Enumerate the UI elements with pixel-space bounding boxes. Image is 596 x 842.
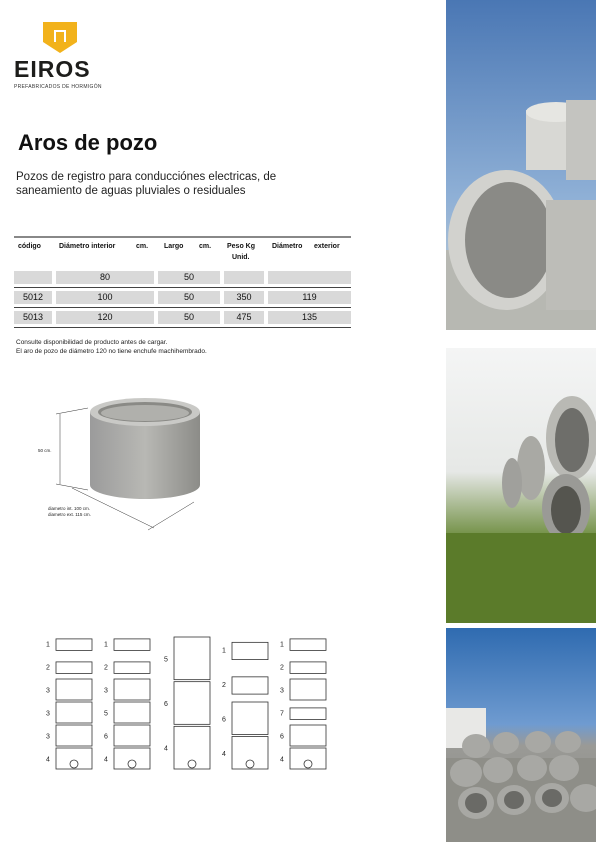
diagram-segment: [232, 702, 268, 735]
col-largo: Largo: [164, 243, 184, 250]
manhole-diagram: [104, 639, 150, 769]
cell-codigo: 5013: [14, 311, 52, 324]
diagram-segment: [290, 748, 326, 769]
diagram-label: 4: [164, 745, 168, 753]
diagram-segment: [174, 682, 210, 725]
diagram-label: 3: [280, 687, 284, 695]
diagram-label: 7: [280, 710, 284, 718]
diagram-label: 1: [280, 641, 284, 649]
col-unid: Unid.: [232, 254, 250, 261]
manhole-diagram: [164, 637, 210, 769]
diagram-label: 2: [46, 664, 50, 672]
photo-pipe-yard: [446, 628, 596, 842]
diagram-label: 1: [46, 641, 50, 649]
diagram-label: 6: [280, 733, 284, 741]
diagram-segment: [290, 679, 326, 700]
diagram-label: 4: [104, 756, 108, 764]
manhole-diagram: [222, 642, 268, 769]
cell-codigo: 5012: [14, 291, 52, 304]
diagram-segment: [56, 702, 92, 723]
cell-diam-ext: 119: [268, 291, 351, 304]
diagram-label: 2: [104, 664, 108, 672]
col-diam-ext: Diámetro: [272, 243, 303, 250]
cell-peso: 350: [224, 291, 264, 304]
diagram-segment: [232, 642, 268, 659]
cell-diam-int: 100: [56, 291, 154, 304]
diagram-segment: [56, 725, 92, 746]
ring-figure: [28, 390, 208, 545]
outlet-pipe: [304, 760, 312, 768]
cell-codigo: [14, 271, 52, 284]
cell-largo: 50: [158, 311, 220, 324]
diagram-segment: [290, 662, 326, 674]
diagram-segment: [56, 679, 92, 700]
diagram-label: 1: [222, 647, 226, 655]
diagram-segment: [114, 725, 150, 746]
table-row: [14, 291, 351, 308]
product-table: [14, 236, 351, 328]
diagram-segment: [114, 662, 150, 674]
diagram-label: 6: [222, 716, 226, 724]
diagram-segment: [232, 677, 268, 694]
diagram-segment: [290, 725, 326, 746]
diagram-segment: [56, 662, 92, 674]
cell-largo: 50: [158, 271, 220, 284]
outlet-pipe: [188, 760, 196, 768]
table-row: [14, 311, 351, 328]
page-subtitle: Pozos de registro para conducciónes electricas, de saneamiento de aguas pluviales o residuales: [16, 171, 277, 197]
outlet-pipe: [70, 760, 78, 768]
diagram-label: 3: [46, 733, 50, 741]
cell-peso: 475: [224, 311, 264, 324]
diam-ext-label: diametro ext. 115 cm.: [48, 512, 91, 517]
page-title: Aros de pozo: [18, 130, 158, 155]
col-diam-int: Diámetro interior: [59, 243, 116, 250]
diagram-segment: [114, 702, 150, 723]
photo-concrete-rings: [446, 0, 596, 330]
outlet-pipe: [246, 760, 254, 768]
diam-int-label: diametro int. 100 cm.: [48, 506, 91, 511]
diagram-segment: [174, 726, 210, 769]
concrete-ring-illustration: [28, 390, 208, 540]
diagram-segment: [174, 637, 210, 680]
diagram-label: 4: [46, 756, 50, 764]
diagram-label: 2: [280, 664, 284, 672]
diagram-label: 2: [222, 681, 226, 689]
diagram-label: 3: [104, 687, 108, 695]
col-cm-2: cm.: [199, 243, 212, 250]
cell-peso: [224, 271, 264, 284]
height-label: 50 cm.: [38, 448, 52, 453]
diagram-segment: [232, 737, 268, 770]
cell-diam-ext: [268, 271, 351, 284]
outlet-pipe: [128, 760, 136, 768]
col-cm-1: cm.: [136, 243, 149, 250]
diagram-label: 4: [280, 756, 284, 764]
diagram-label: 6: [164, 701, 168, 708]
cell-diam-int: 80: [56, 271, 154, 284]
note-line-1: Consulte disponibilidad de producto antes de cargar.: [16, 339, 168, 346]
diagram-label: 5: [104, 710, 108, 718]
diagram-segment: [114, 639, 150, 651]
note-line-2: El aro de pozo de diámetro 120 no tiene enchufe machihembrado.: [16, 348, 207, 355]
diagram-segment: [56, 639, 92, 651]
manhole-diagram: [280, 639, 326, 769]
table-header: [14, 236, 351, 268]
col-exterior: exterior: [314, 243, 340, 250]
photo-concrete-pipes: [446, 348, 596, 623]
diagram-label: 5: [164, 656, 168, 664]
logo-icon: [41, 20, 79, 54]
table-row: [14, 271, 351, 288]
manhole-diagram: [46, 639, 92, 769]
diagram-label: 3: [46, 710, 50, 718]
manhole-diagrams: [36, 630, 336, 785]
diagram-label: 6: [104, 733, 108, 741]
col-codigo: código: [18, 243, 41, 250]
cell-diam-int: 120: [56, 311, 154, 324]
manhole-section-diagrams: [36, 630, 336, 780]
diagram-segment: [56, 748, 92, 769]
cell-diam-ext: 135: [268, 311, 351, 324]
brand-tagline: PREFABRICADOS DE HORMIGÓN: [14, 84, 102, 90]
diagram-label: 4: [222, 750, 226, 758]
cell-largo: 50: [158, 291, 220, 304]
col-peso: Peso Kg: [227, 243, 256, 250]
diagram-segment: [114, 679, 150, 700]
diagram-segment: [290, 708, 326, 720]
diagram-label: 3: [46, 687, 50, 695]
brand-name: EIROS: [14, 56, 91, 82]
diagram-segment: [114, 748, 150, 769]
diagram-segment: [290, 639, 326, 651]
notes: [16, 338, 336, 356]
diagram-label: 1: [104, 641, 108, 649]
